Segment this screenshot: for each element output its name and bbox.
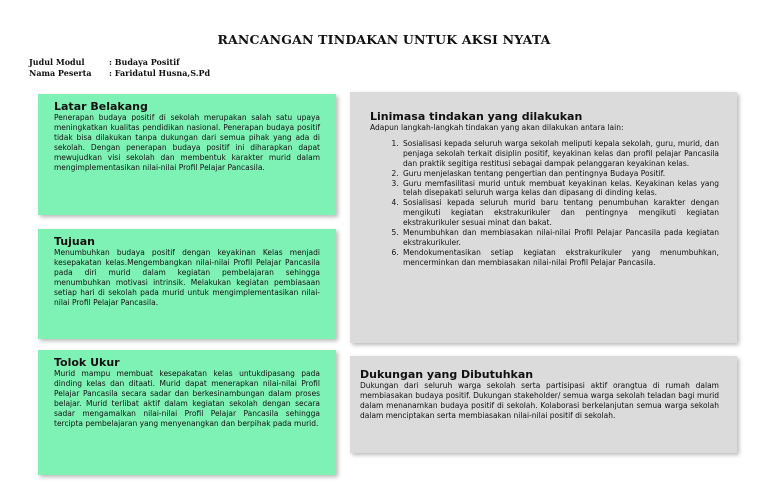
linimasa-box <box>350 92 737 343</box>
meta-row-judul <box>29 57 210 68</box>
dukungan-text: Dukungan dari seluruh warga sekolah serta partisipasi aktif orangtua di rumah dalam membiasakan budaya positif. Dukungan stakeholder/ semua warga sekolah teladan bagi murid dalam menanamkan budaya positif di sekolah. Kolaborasi berkelanjutan semua warga sekolah dalam menciptakan serta membiasakan nilai-nilai positif di sekolah. <box>360 381 719 420</box>
linimasa-item: 2. Guru menjelaskan tentang pengertian dan pentingnya Budaya Positif. <box>401 169 719 179</box>
dukungan-heading: Dukungan yang Dibutuhkan <box>360 368 534 381</box>
meta-row-peserta <box>29 68 210 79</box>
tujuan-text: Menumbuhkan budaya positif dengan keyakinan Kelas menjadi kesepakatan kelas.Mengembangkan nilai-nilai Profil Pelajar Pancasila pada diri murid dalam kegiatan pembelajaran sehingga menumbuhkan motivasi intrinsik. Melakukan kegiatan pembiasaan setiap hari di sekolah pada murid untuk mengimplementasikan nilai-nilai Profil Pelajar Pancasila. <box>54 248 320 307</box>
linimasa-item: 1. Sosialisasi kepada seluruh warga sekolah meliputi kepala sekolah, guru, murid, dan penjaga sekolah terkait disiplin positif, keyakinan kelas dan profil pelajar Pancasila dan praktik segitiga restitusi sebagai dampak pelanggaran keyakinan kelas. <box>401 139 719 169</box>
tujuan-box <box>38 229 336 339</box>
linimasa-item: 3. Guru memfasilitasi murid untuk membuat keyakinan kelas. Keyakinan kelas yang telah disepakati seluruh warga kelas dan dipasang di dinding kelas. <box>401 179 719 199</box>
peserta-label: Nama Peserta <box>29 68 92 78</box>
latar-belakang-text: Penerapan budaya positif di sekolah merupakan salah satu upaya meningkatkan kualitas pendidikan nasional. Penerapan budaya positif tidak bisa dilakukan tanpa dukungan dari semua pihak yang ada di sekolah. Dengan penerapan budaya positif ini diharapkan dapat mewujudkan visi sekolah dan membentuk karakter murid dalam mengimplementasikan nilai-nilai Profil Pelajar Pancasila. <box>54 113 320 172</box>
judul-value: : Budaya Positif <box>109 57 180 67</box>
judul-label: Judul Modul <box>29 57 85 67</box>
page-title: RANCANGAN TINDAKAN UNTUK AKSI NYATA <box>217 32 551 47</box>
module-meta <box>29 57 210 79</box>
tujuan-heading: Tujuan <box>54 235 95 248</box>
latar-belakang-box <box>38 94 336 215</box>
linimasa-lead: Adapun langkah-langkah tindakan yang akan dilakukan antara lain: <box>370 123 624 132</box>
tolok-ukur-heading: Tolok Ukur <box>54 356 120 369</box>
tolok-ukur-text: Murid mampu membuat kesepakatan kelas untukdipasang pada dinding kelas dan ditaati. Murid dapat menerapkan nilai-nilai Profil Pelajar Pancasila secara sadar dan berkesinambungan dalam proses belajar. Murid terlibat aktif dalam kegiatan sekolah dengan secara sadar mengamalkan nilai-nilai Profil Pelajar Pancasila sehingga tercipta pembelajaran yang menyenangkan dan berpihak pada murid. <box>54 369 320 428</box>
peserta-value: : Faridatul Husna,S.Pd <box>109 68 211 78</box>
dukungan-box <box>350 356 737 453</box>
linimasa-item: 6. Mendokumentasikan setiap kegiatan ekstrakurikuler yang menumbuhkan, mencerminkan dan membiasakan nilai-nilai Profil Pelajar Pancasila. <box>401 248 719 268</box>
linimasa-item: 4. Sosialisasi kepada seluruh murid baru tentang penumbuhan karakter dengan mengikuti kegiatan ekstrakurikuler dan pentingnya mengikuti kegiatan ekstrakurikuler sesuai minat dan bakat. <box>401 198 719 228</box>
tolok-ukur-box <box>38 350 336 475</box>
linimasa-list <box>370 139 719 268</box>
latar-belakang-heading: Latar Belakang <box>54 100 148 113</box>
linimasa-item: 5. Menumbuhkan dan membiasakan nilai-nilai Profil Pelajar Pancasila pada kegiatan ekstrakurikuler. <box>401 228 719 248</box>
linimasa-heading: Linimasa tindakan yang dilakukan <box>370 110 583 123</box>
